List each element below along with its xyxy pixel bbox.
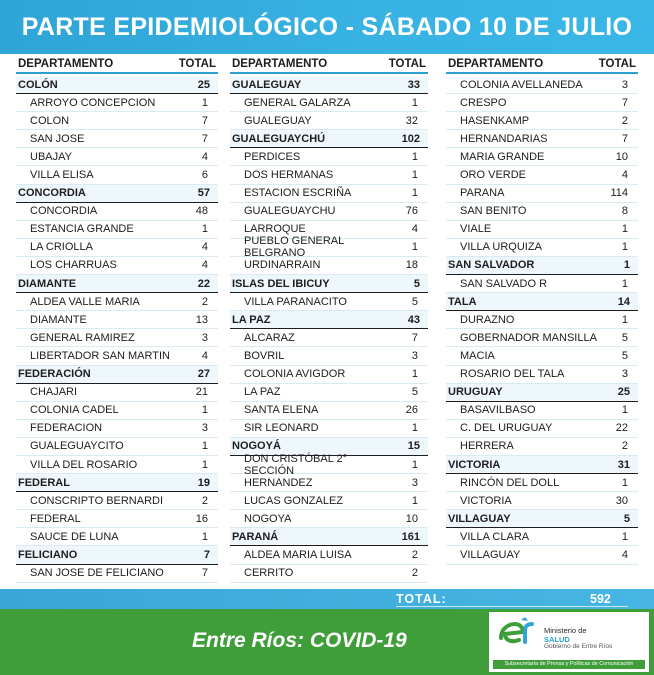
locality-name: VILLA CLARA xyxy=(460,530,530,543)
locality-name: VICTORIA xyxy=(460,494,512,507)
locality-name: VIALE xyxy=(460,223,492,236)
department-name: SAN SALVADOR xyxy=(448,259,535,272)
total-underline xyxy=(396,606,628,607)
department-row xyxy=(16,185,218,203)
locality-name: CHAJARI xyxy=(30,386,78,399)
locality-row xyxy=(446,275,638,293)
locality-total: 6 xyxy=(201,169,208,182)
locality-row xyxy=(446,329,638,347)
locality-total: 3 xyxy=(411,349,418,362)
cases-table-panel xyxy=(8,54,646,590)
locality-name: ROSARIO DEL TALA xyxy=(460,368,565,381)
locality-total: 1 xyxy=(411,458,418,471)
locality-name: GENERAL RAMIREZ xyxy=(30,331,135,344)
header-banner xyxy=(0,0,654,54)
department-total: 7 xyxy=(203,548,210,561)
locality-name: ALCARAZ xyxy=(244,331,295,344)
table-column-2 xyxy=(230,54,428,583)
department-total: 43 xyxy=(407,313,420,326)
locality-total: 1 xyxy=(201,440,208,453)
locality-total: 1 xyxy=(201,458,208,471)
locality-name: SANTA ELENA xyxy=(244,404,319,417)
locality-name: DIAMANTE xyxy=(30,313,87,326)
department-row xyxy=(446,384,638,402)
locality-row xyxy=(16,565,218,583)
total-bar xyxy=(0,589,654,609)
department-name: VICTORIA xyxy=(448,458,501,471)
locality-row xyxy=(230,94,428,112)
locality-total: 3 xyxy=(411,476,418,489)
locality-name: GUALEGUAYCITO xyxy=(30,440,124,453)
department-total: 27 xyxy=(197,368,210,381)
locality-total: 5 xyxy=(411,386,418,399)
locality-row xyxy=(16,456,218,474)
locality-total: 1 xyxy=(621,530,628,543)
locality-total: 114 xyxy=(610,187,628,200)
locality-name: SAN JOSE DE FELICIANO xyxy=(30,567,164,580)
table-column-1 xyxy=(16,54,218,583)
locality-total: 1 xyxy=(411,169,418,182)
department-row xyxy=(230,275,428,293)
locality-total: 2 xyxy=(621,114,628,127)
locality-name: FEDERAL xyxy=(30,512,81,525)
department-row xyxy=(16,546,218,564)
locality-row xyxy=(446,148,638,166)
locality-name: PERDICES xyxy=(244,150,301,163)
department-name: CONCORDIA xyxy=(18,187,86,200)
locality-name: SAN BENITO xyxy=(460,205,527,218)
locality-name: SAUCE DE LUNA xyxy=(30,530,119,543)
locality-total: 22 xyxy=(615,422,628,435)
locality-name: HERNANDEZ xyxy=(244,476,313,489)
department-name: VILLAGUAY xyxy=(448,512,511,525)
locality-row xyxy=(230,293,428,311)
locality-row xyxy=(446,347,638,365)
department-row xyxy=(446,257,638,275)
locality-row xyxy=(16,221,218,239)
department-name: PARANÁ xyxy=(232,530,279,543)
locality-row xyxy=(16,166,218,184)
locality-row xyxy=(446,528,638,546)
locality-total: 2 xyxy=(201,295,208,308)
locality-row xyxy=(230,185,428,203)
locality-total: 1 xyxy=(201,223,208,236)
locality-total: 7 xyxy=(621,132,628,145)
locality-name: VILLA DEL ROSARIO xyxy=(30,458,138,471)
department-total: 14 xyxy=(617,295,630,308)
locality-row xyxy=(446,203,638,221)
locality-name: GOBERNADOR MANSILLA xyxy=(460,331,597,344)
locality-row xyxy=(230,452,428,477)
locality-name: ARROYO CONCEPCION xyxy=(30,96,156,109)
header-total: TOTAL xyxy=(178,58,216,70)
locality-row xyxy=(230,235,428,260)
locality-row xyxy=(230,546,428,564)
locality-total: 21 xyxy=(195,386,208,399)
locality-name: LOS CHARRUAS xyxy=(30,259,117,272)
locality-row xyxy=(446,474,638,492)
locality-total: 5 xyxy=(621,331,628,344)
header-departamento: DEPARTAMENTO xyxy=(232,58,328,70)
locality-row xyxy=(16,148,218,166)
locality-total: 4 xyxy=(621,169,628,182)
locality-row xyxy=(16,94,218,112)
locality-name: LA PAZ xyxy=(244,386,281,399)
department-name: LA PAZ xyxy=(232,313,271,326)
locality-name: LARROQUE xyxy=(244,223,306,236)
locality-total: 10 xyxy=(615,150,628,163)
locality-total: 1 xyxy=(621,313,628,326)
locality-row xyxy=(16,384,218,402)
locality-row xyxy=(446,185,638,203)
locality-row xyxy=(446,420,638,438)
locality-name: RINCÓN DEL DOLL xyxy=(460,476,560,489)
locality-name: LA CRIOLLA xyxy=(30,241,93,254)
locality-name: COLONIA AVELLANEDA xyxy=(460,78,583,91)
locality-total: 30 xyxy=(615,494,628,507)
footer-slogan: Entre Ríos: COVID-19 xyxy=(192,629,407,652)
locality-total: 32 xyxy=(405,114,418,127)
locality-row xyxy=(16,347,218,365)
locality-total: 8 xyxy=(621,205,628,218)
locality-total: 1 xyxy=(201,96,208,109)
locality-total: 1 xyxy=(201,404,208,417)
locality-total: 1 xyxy=(621,223,628,236)
department-total: 5 xyxy=(413,277,420,290)
locality-row xyxy=(230,384,428,402)
locality-name: VILLA PARANACITO xyxy=(244,295,347,308)
department-total: 5 xyxy=(623,512,630,525)
locality-name: LUCAS GONZALEZ xyxy=(244,494,344,507)
locality-total: 4 xyxy=(201,150,208,163)
locality-total: 1 xyxy=(411,494,418,507)
logo-strip: Subsecretaría de Prensa y Políticas de Comunicación xyxy=(493,660,645,669)
locality-total: 7 xyxy=(201,114,208,127)
locality-name: NOGOYA xyxy=(244,512,292,525)
department-name: FEDERACIÓN xyxy=(18,368,91,381)
locality-total: 1 xyxy=(621,476,628,489)
locality-name: COLONIA CADEL xyxy=(30,404,119,417)
locality-row xyxy=(230,329,428,347)
header-total: TOTAL xyxy=(388,58,426,70)
locality-name: VILLAGUAY xyxy=(460,548,521,561)
locality-total: 2 xyxy=(621,440,628,453)
locality-total: 1 xyxy=(411,241,418,254)
locality-name: MACIA xyxy=(460,349,495,362)
department-row xyxy=(446,510,638,528)
logo-line3: Gobierno de Entre Ríos xyxy=(544,643,613,650)
locality-total: 26 xyxy=(405,404,418,417)
locality-row xyxy=(230,474,428,492)
locality-name: SIR LEONARD xyxy=(244,422,319,435)
locality-row xyxy=(16,420,218,438)
locality-row xyxy=(230,112,428,130)
locality-row xyxy=(230,203,428,221)
column-header xyxy=(446,54,638,74)
department-name: DIAMANTE xyxy=(18,277,77,290)
department-name: COLÓN xyxy=(18,78,58,91)
department-total: 25 xyxy=(197,78,210,91)
locality-total: 5 xyxy=(411,295,418,308)
er-logo-icon xyxy=(495,616,535,652)
locality-name: PARANA xyxy=(460,187,505,200)
department-row xyxy=(230,130,428,148)
locality-row xyxy=(446,112,638,130)
logo-line2: SALUD xyxy=(544,635,570,644)
department-total: 161 xyxy=(401,530,420,543)
locality-name: ALDEA VALLE MARIA xyxy=(30,295,140,308)
ministry-logo xyxy=(489,612,649,672)
department-total: 57 xyxy=(197,187,210,200)
locality-name: ESTACION ESCRIÑA xyxy=(244,187,352,200)
locality-row xyxy=(446,492,638,510)
department-total: 22 xyxy=(197,277,210,290)
header-departamento: DEPARTAMENTO xyxy=(18,58,114,70)
locality-total: 2 xyxy=(411,548,418,561)
locality-row xyxy=(16,402,218,420)
locality-row xyxy=(16,293,218,311)
locality-total: 7 xyxy=(621,96,628,109)
department-name: TALA xyxy=(448,295,477,308)
locality-name: DOS HERMANAS xyxy=(244,169,334,182)
locality-name: CERRITO xyxy=(244,567,294,580)
logo-line1: Ministerio de xyxy=(544,626,587,635)
locality-name: ALDEA MARIA LUISA xyxy=(244,548,352,561)
locality-name: CONCORDIA xyxy=(30,205,98,218)
locality-total: 13 xyxy=(195,313,208,326)
locality-row xyxy=(446,76,638,94)
department-name: GUALEGUAY xyxy=(232,78,302,91)
locality-row xyxy=(230,148,428,166)
locality-total: 3 xyxy=(621,368,628,381)
department-row xyxy=(16,76,218,94)
locality-total: 1 xyxy=(411,368,418,381)
locality-total: 1 xyxy=(621,404,628,417)
department-row xyxy=(230,76,428,94)
department-total: 1 xyxy=(623,259,630,272)
header-departamento: DEPARTAMENTO xyxy=(448,58,544,70)
locality-row xyxy=(16,203,218,221)
locality-row xyxy=(16,510,218,528)
locality-name: DON CRISTÓBAL 2° SECCIÓN xyxy=(244,452,348,477)
department-row xyxy=(230,311,428,329)
locality-row xyxy=(16,438,218,456)
locality-row xyxy=(16,528,218,546)
locality-total: 7 xyxy=(411,331,418,344)
department-name: FEDERAL xyxy=(18,476,70,489)
locality-total: 4 xyxy=(201,241,208,254)
locality-total: 1 xyxy=(621,241,628,254)
locality-row xyxy=(16,112,218,130)
locality-total: 2 xyxy=(411,567,418,580)
locality-total: 4 xyxy=(201,349,208,362)
department-name: FELICIANO xyxy=(18,548,78,561)
locality-row xyxy=(16,239,218,257)
department-name: NOGOYÁ xyxy=(232,440,281,453)
locality-name: COLONIA AVIGDOR xyxy=(244,368,346,381)
locality-row xyxy=(16,130,218,148)
locality-row xyxy=(230,510,428,528)
locality-total: 1 xyxy=(411,187,418,200)
locality-row xyxy=(446,546,638,564)
locality-name: ORO VERDE xyxy=(460,169,527,182)
locality-total: 1 xyxy=(201,530,208,543)
locality-total: 4 xyxy=(411,223,418,236)
locality-row xyxy=(446,438,638,456)
locality-name: CRESPO xyxy=(460,96,507,109)
department-name: GUALEGUAYCHÚ xyxy=(232,132,326,145)
department-total: 31 xyxy=(617,458,630,471)
header-total: TOTAL xyxy=(598,58,636,70)
department-row xyxy=(446,456,638,474)
locality-row xyxy=(446,221,638,239)
locality-name: SAN JOSE xyxy=(30,132,85,145)
locality-row xyxy=(446,239,638,257)
department-row xyxy=(16,275,218,293)
locality-name: BASAVILBASO xyxy=(460,404,536,417)
locality-name: UBAJAY xyxy=(30,150,72,163)
locality-name: C. DEL URUGUAY xyxy=(460,422,553,435)
locality-name: GUALEGUAYCHU xyxy=(244,205,336,218)
department-row xyxy=(16,366,218,384)
locality-row xyxy=(16,257,218,275)
department-total: 19 xyxy=(197,476,210,489)
locality-name: ESTANCIA GRANDE xyxy=(30,223,134,236)
locality-total: 16 xyxy=(195,512,208,525)
locality-row xyxy=(446,366,638,384)
footer xyxy=(0,609,654,675)
department-name: URUGUAY xyxy=(448,386,503,399)
locality-row xyxy=(230,492,428,510)
department-row xyxy=(16,474,218,492)
locality-name: COLON xyxy=(30,114,70,127)
department-row xyxy=(446,293,638,311)
locality-row xyxy=(230,565,428,583)
locality-total: 10 xyxy=(405,512,418,525)
locality-row xyxy=(230,402,428,420)
column-header xyxy=(230,54,428,74)
locality-name: CONSCRIPTO BERNARDI xyxy=(30,494,164,507)
department-name: ISLAS DEL IBICUY xyxy=(232,277,330,290)
locality-total: 7 xyxy=(201,567,208,580)
department-total: 15 xyxy=(407,440,420,453)
locality-name: DURAZNO xyxy=(460,313,515,326)
column-header xyxy=(16,54,218,74)
locality-row xyxy=(446,402,638,420)
locality-total: 76 xyxy=(405,205,418,218)
department-total: 102 xyxy=(401,132,420,145)
locality-name: FEDERACION xyxy=(30,422,103,435)
locality-total: 1 xyxy=(411,422,418,435)
locality-name: BOVRIL xyxy=(244,349,285,362)
locality-row xyxy=(446,166,638,184)
locality-name: MARIA GRANDE xyxy=(460,150,545,163)
locality-name: GENERAL GALARZA xyxy=(244,96,351,109)
locality-row xyxy=(230,166,428,184)
locality-total: 18 xyxy=(405,259,418,272)
locality-name: VILLA ELISA xyxy=(30,169,94,182)
locality-row xyxy=(446,311,638,329)
locality-name: SAN SALVADO R xyxy=(460,277,548,290)
locality-name: HASENKAMP xyxy=(460,114,530,127)
page-title: PARTE EPIDEMIOLÓGICO - SÁBADO 10 DE JULIO xyxy=(21,12,633,41)
department-total: 25 xyxy=(617,386,630,399)
locality-name: HERRERA xyxy=(460,440,514,453)
locality-total: 2 xyxy=(201,494,208,507)
locality-row xyxy=(230,347,428,365)
table-column-3 xyxy=(446,54,638,565)
locality-total: 1 xyxy=(411,96,418,109)
locality-total: 3 xyxy=(201,422,208,435)
locality-row xyxy=(230,366,428,384)
locality-row xyxy=(230,257,428,275)
department-row xyxy=(230,528,428,546)
locality-total: 4 xyxy=(621,548,628,561)
locality-total: 7 xyxy=(201,132,208,145)
locality-row xyxy=(16,492,218,510)
locality-row xyxy=(446,130,638,148)
locality-total: 1 xyxy=(621,277,628,290)
total-value: 592 xyxy=(590,592,611,606)
locality-name: VILLA URQUIZA xyxy=(460,241,542,254)
locality-name: GUALEGUAY xyxy=(244,114,312,127)
locality-total: 1 xyxy=(411,150,418,163)
locality-total: 48 xyxy=(195,205,208,218)
locality-name: URDINARRAIN xyxy=(244,259,321,272)
locality-name: HERNANDARIAS xyxy=(460,132,548,145)
locality-total: 5 xyxy=(621,349,628,362)
locality-total: 4 xyxy=(201,259,208,272)
locality-row xyxy=(16,311,218,329)
locality-name: PUEBLO GENERAL BELGRANO xyxy=(244,235,344,260)
locality-row xyxy=(230,420,428,438)
total-label: TOTAL: xyxy=(396,592,447,606)
locality-total: 3 xyxy=(621,78,628,91)
department-total: 33 xyxy=(407,78,420,91)
locality-name: LIBERTADOR SAN MARTIN xyxy=(30,349,170,362)
locality-row xyxy=(446,94,638,112)
locality-row xyxy=(16,329,218,347)
locality-total: 3 xyxy=(201,331,208,344)
